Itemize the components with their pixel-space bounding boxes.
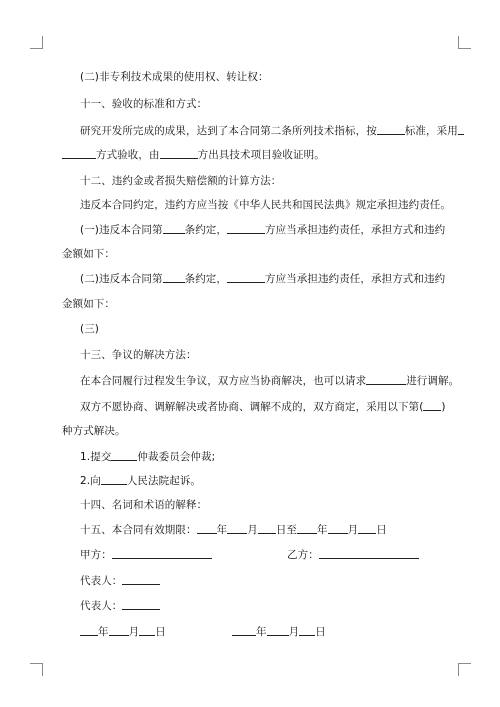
clause-12-item-1	[80, 223, 445, 237]
text: 金额如下：	[62, 298, 115, 310]
blank-field[interactable]	[227, 272, 265, 283]
text: 人民法院起诉。	[126, 475, 202, 487]
text: 条约定，	[184, 224, 227, 236]
text: 十一、验收的标准和方式：	[80, 98, 208, 110]
clause-12-heading	[80, 174, 281, 188]
blank-field[interactable]	[139, 625, 155, 636]
text: 日	[315, 626, 326, 638]
text: 代表人：	[80, 600, 123, 612]
blank-field[interactable]	[112, 548, 212, 559]
clause-11-heading	[80, 97, 207, 111]
text: 十四、名词和术语的解释：	[80, 499, 208, 511]
blank-field[interactable]	[328, 523, 348, 534]
text: 种方式解决。	[62, 425, 126, 437]
text: (二)非专利技术成果的使用权、转让权：	[80, 71, 269, 83]
text: 年	[216, 524, 228, 536]
blank-field[interactable]	[122, 599, 160, 610]
text: 在本合同履行过程发生争议，双方应当协商解决，也可以请求	[80, 375, 367, 387]
party-b-signature-line	[287, 548, 419, 562]
page-corner-mark-bottom-right	[458, 663, 471, 676]
blank-field[interactable]	[423, 400, 441, 411]
clause-13-text-line-2	[80, 400, 446, 414]
text: 1.提交	[80, 451, 112, 463]
text: 研究开发所完成的成果，达到了本合同第二条所列技术指标，按	[80, 125, 377, 137]
clause-12-item-1-cont	[62, 247, 115, 261]
text: 条约定，	[184, 273, 227, 285]
text: 仲裁委员会仲裁;	[137, 451, 216, 463]
blank-field[interactable]	[458, 124, 464, 135]
text: 月	[347, 524, 359, 536]
text: 方式验收，由	[96, 149, 160, 161]
blank-field[interactable]	[319, 548, 419, 559]
blank-field[interactable]	[227, 523, 247, 534]
text: 年	[98, 626, 109, 638]
blank-field[interactable]	[160, 148, 198, 159]
text: 方出具技术项目验收证明。	[197, 149, 325, 161]
blank-field[interactable]	[232, 625, 256, 636]
representative-line-2	[80, 599, 160, 613]
clause-13-option-1	[80, 450, 215, 464]
text: (二)违反本合同第	[80, 273, 163, 285]
text: 乙方：	[287, 549, 319, 561]
text: 2.向	[80, 475, 101, 487]
blank-field[interactable]	[109, 625, 129, 636]
blank-field[interactable]	[227, 223, 265, 234]
text: 日	[155, 626, 166, 638]
clause-15-validity	[80, 523, 387, 537]
party-a-signature-line	[80, 548, 212, 562]
text: 日	[376, 524, 387, 536]
blank-field[interactable]	[80, 625, 98, 636]
text: 方应当承担违约责任，承担方式和违约	[265, 273, 446, 285]
blank-field[interactable]	[258, 523, 276, 534]
text: )	[441, 401, 446, 413]
page-corner-mark-bottom-left	[30, 663, 43, 676]
text: 代表人：	[80, 575, 123, 587]
blank-field[interactable]	[267, 625, 289, 636]
clause-13-heading	[80, 348, 197, 362]
text: 十二、违约金或者损失赔偿额的计算方法：	[80, 175, 282, 187]
blank-field[interactable]	[197, 523, 217, 534]
date-line-party-a	[80, 625, 166, 639]
text: 年	[256, 626, 267, 638]
blank-field[interactable]	[163, 272, 185, 283]
text: 十五、本合同有效期限：	[80, 524, 197, 536]
blank-field[interactable]	[358, 523, 376, 534]
clause-13-text-line-1	[80, 374, 459, 388]
clause-12-item-2-cont	[62, 297, 115, 311]
blank-field[interactable]	[101, 474, 127, 485]
text: 金额如下：	[62, 248, 115, 260]
page-corner-mark-top-right	[458, 36, 471, 49]
page-corner-mark-top-left	[30, 36, 43, 49]
text: 十三、争议的解决方法：	[80, 349, 197, 361]
blank-field[interactable]	[122, 574, 160, 585]
date-line-party-b	[232, 625, 326, 639]
text: 月	[247, 524, 258, 536]
blank-field[interactable]	[62, 148, 96, 159]
clause-13-text-line-3	[62, 424, 126, 438]
blank-field[interactable]	[111, 450, 137, 461]
text: 月	[128, 626, 140, 638]
text: 标准，采用	[404, 125, 458, 137]
text: 日至	[275, 524, 298, 536]
blank-field[interactable]	[163, 223, 185, 234]
text: (一)违反本合同第	[80, 224, 163, 236]
clause-13-option-2	[80, 474, 201, 488]
blank-field[interactable]	[299, 625, 315, 636]
representative-line-1	[80, 574, 160, 588]
blank-field[interactable]	[297, 523, 317, 534]
text: 方应当承担违约责任，承担方式和违约	[265, 224, 446, 236]
blank-field[interactable]	[377, 124, 405, 135]
clause-10-item-2	[80, 70, 269, 84]
text: 年	[317, 524, 328, 536]
clause-12-text	[80, 198, 451, 212]
text: 双方不愿协商、调解解决或者协商、调解不成的，双方商定，采用以下第(	[80, 401, 424, 413]
clause-14-heading	[80, 498, 207, 512]
clause-11-text-line-2	[62, 148, 325, 162]
clause-12-item-3	[80, 322, 99, 336]
blank-field[interactable]	[366, 374, 406, 385]
text: 违反本合同约定，违约方应当按《中华人民共和国民法典》规定承担违约责任。	[80, 199, 451, 211]
clause-11-text-line-1	[80, 124, 464, 138]
text: 甲方：	[80, 549, 112, 561]
text: 进行调解。	[406, 375, 460, 387]
text: 月	[288, 626, 300, 638]
text: (三)	[80, 323, 99, 335]
clause-12-item-2	[80, 272, 445, 286]
